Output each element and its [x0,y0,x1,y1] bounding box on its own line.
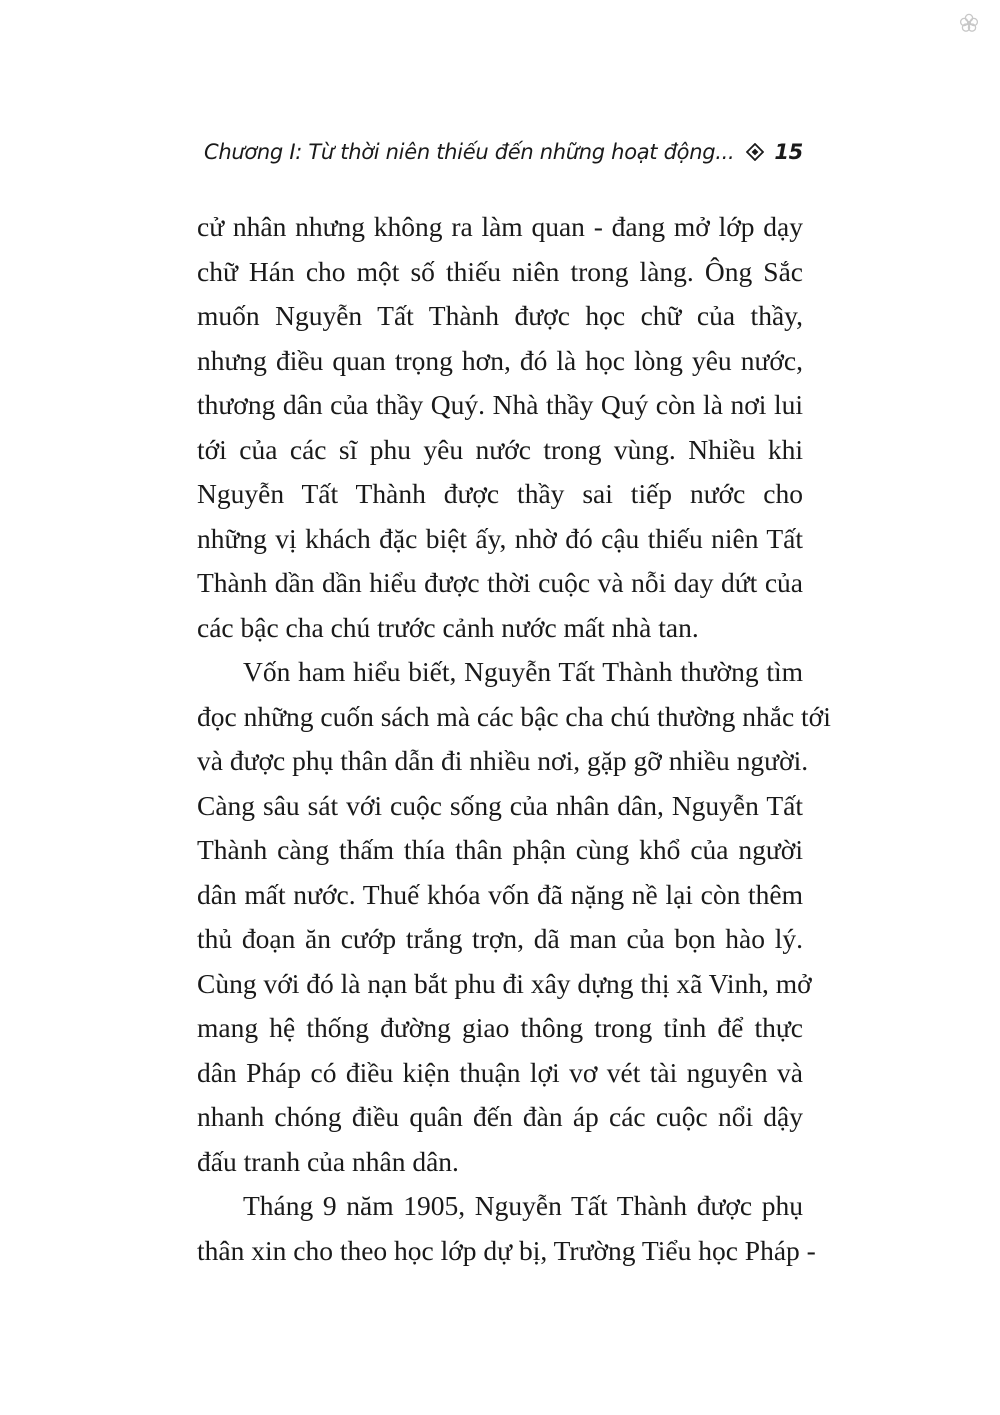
paragraph [197,205,803,650]
text-line: dân Pháp có điều kiện thuận lợi vơ vét tài nguyên và [197,1056,803,1088]
text-line: nhanh chóng điều quân đến đàn áp các cuộc nổi dậy [197,1101,803,1132]
text-line: Thành dần dần hiểu được thời cuộc và nỗi day dứt của [197,567,803,598]
text-line: Thành càng thấm thía thân phận cùng khổ của người [197,834,803,865]
text-line: thủ đoạn ăn cướp trắng trợn, dã man của bọn hào lý. [197,923,803,954]
text-line: nhưng điều quan trọng hơn, đó là học lòng yêu nước, [197,344,803,376]
text-line: dân mất nước. Thuế khóa vốn đã nặng nề lại còn thêm [197,878,803,910]
text-line: Càng sâu sát với cuộc sống của nhân dân, Nguyễn Tất [197,789,803,821]
text-line: đọc những cuốn sách mà các bậc cha chú thường nhắc tới [197,700,831,732]
body-text [197,205,831,1273]
flower-icon [958,12,980,34]
text-line: mang hệ thống đường giao thông trong tỉnh để thực [197,1012,803,1043]
text-line: chữ Hán cho một số thiếu niên trong làng. Ông Sắc [197,255,803,287]
text-line: và được phụ thân dẫn đi nhiều nơi, gặp gỡ nhiều người. [197,745,809,776]
text-line: Vốn ham hiểu biết, Nguyễn Tất Thành thường tìm [243,656,803,687]
text-line: Cùng với đó là nạn bắt phu đi xây dựng thị xã Vinh, mở [197,967,812,999]
text-line: đấu tranh của nhân dân. [197,1145,459,1177]
text-line: thân xin cho theo học lớp dự bị, Trường Tiểu học Pháp - [197,1234,816,1266]
text-line: cử nhân nhưng không ra làm quan - đang mở lớp dạy [197,211,803,242]
text-line: Nguyễn Tất Thành được thầy sai tiếp nước cho [197,478,803,509]
paragraph [197,1184,816,1273]
text-line: Tháng 9 năm 1905, Nguyễn Tất Thành được phụ [243,1190,803,1221]
text-line: tới của các sĩ phu yêu nước trong vùng. Nhiều khi [197,433,803,465]
text-line: muốn Nguyễn Tất Thành được học chữ của thầy, [197,300,803,331]
text-line: các bậc cha chú trước cảnh nước mất nhà tan. [197,611,699,643]
text-line: những vị khách đặc biệt ấy, nhờ đó cậu thiếu niên Tất [197,522,803,554]
chapter-title: Chương I: Từ thời niên thiếu đến những hoạt động... [203,140,735,164]
page-number: 15 [774,140,803,164]
running-header [200,140,803,164]
diamond-icon [746,143,764,161]
text-line: thương dân của thầy Quý. Nhà thầy Quý còn là nơi lui [197,389,803,420]
paragraph [197,650,831,1184]
